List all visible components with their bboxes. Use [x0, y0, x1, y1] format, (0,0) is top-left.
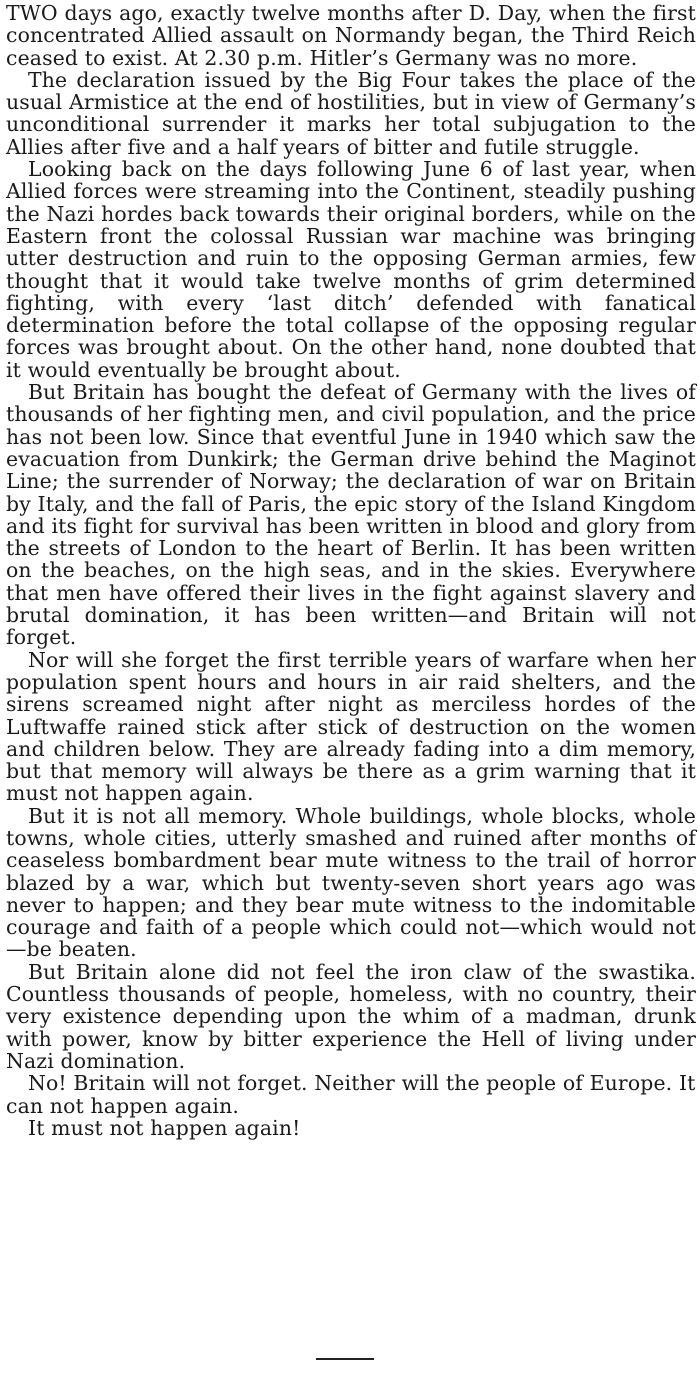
paragraph-nor-will-she-forget: Nor will she forget the first terrible years of warfare when her population spent hours and hours in air raid shelters, and the sirens screamed night after night as merciless hordes of the Luftwaffe rained stick after stick of destruction on the women and children below. They are already fading into a dim memory, but that memory will always be there as a grim warning that it must not happen again. — [6, 647, 696, 806]
end-rule-divider — [316, 1358, 374, 1360]
paragraph-britain-bought: But Britain has bought the defeat of Germany with the lives of thousands of her fighting men, and civil population, and the price has not been low. Since that eventful June in 1940 which saw the evacuation from Dunkirk; the German drive behind the Maginot Line; the surrender of Norway; the declaration of war on Britain by Italy, and the fall of Paris, the epic story of the Island Kingdom and its fight for survival has been written in blood and glory from the streets of London to the heart of Berlin. It has been written on the beaches, on the high seas, and in the skies. Everywhere that men have offered their lives in the fight against slavery and brutal domination, it has been written—and Britain will not forget. — [6, 380, 696, 650]
paragraph-closing: It must not happen again! — [28, 1115, 301, 1140]
paragraph-iron-claw: But Britain alone did not feel the iron claw of the swastika. Countless thousands of people, homeless, with no country, their very existence depending upon the whim of a madman, drunk with power, know by bitter experience the Hell of living under Nazi domination. — [6, 959, 696, 1073]
paragraph-will-not-forget: No! Britain will not forget. Neither will the people of Europe. It can not happen again. — [6, 1071, 696, 1118]
paragraph-looking-back: Looking back on the days following June 6 of last year, when Allied forces were streaming into the Continent, steadily pushing the Nazi hordes back towards their original borders, while on the Eastern front the colossal Russian war machine was bringing utter destruction and ruin to the opposing German armies, few thought that it would take twelve months of grim determined fighting, with every ‘last ditch’ defended with fanatical determination before the total collapse of the opposing regular forces was brought about. On the other hand, none doubted that it would eventually be brought about. — [6, 157, 696, 382]
paragraph-opening: TWO days ago, exactly twelve months after D. Day, when the first concentrated Allied assault on Normandy began, the Third Reich ceased to exist. At 2.30 p.m. Hitler’s Germany was no more. — [6, 1, 696, 70]
paragraph-not-all-memory: But it is not all memory. Whole buildings, whole blocks, whole towns, whole cities, utterly smashed and ruined after months of ceaseless bombardment bear mute witness to the trail of horror blazed by a war, which but twenty-seven short years ago was never to happen; and they bear mute witness to the indomitable courage and faith of a people which could not—which would not—be beaten. — [6, 803, 696, 962]
article-body — [6, 2, 696, 1139]
paragraph-declaration: The declaration issued by the Big Four takes the place of the usual Armistice at the end of hostilities, but in view of Germany’s unconditional surrender it marks her total subjugation to the Allies after five and a half years of bitter and futile struggle. — [6, 67, 696, 159]
